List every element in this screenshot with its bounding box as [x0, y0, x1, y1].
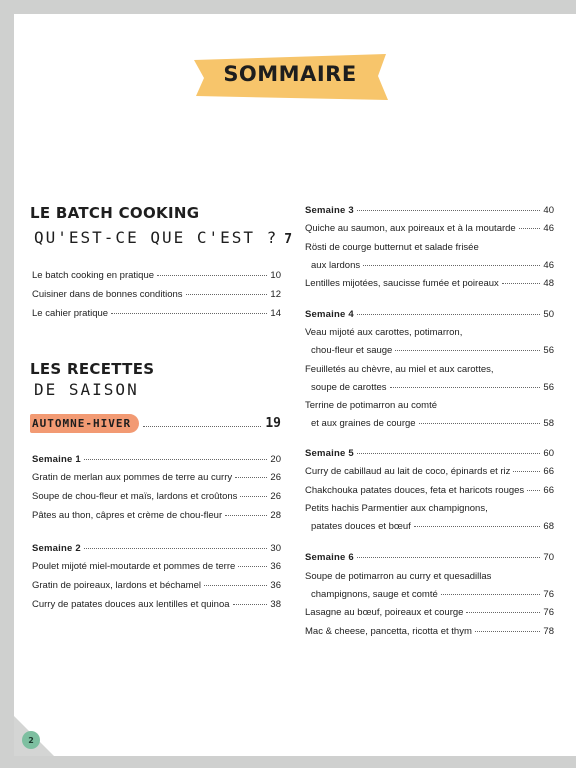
- toc-entry-page: 12: [270, 289, 281, 300]
- toc-entry-title: Curry de patates douces aux lentilles et quinoa: [32, 599, 230, 610]
- toc-entry-page: 58: [543, 418, 554, 429]
- leader-dots: [84, 459, 268, 460]
- toc-entry-title: Curry de cabillaud au lait de coco, épinards et riz: [305, 466, 511, 477]
- toc-entry-title-line1: Petits hachis Parmentier aux champignons,: [305, 503, 488, 514]
- toc-entry-title: Cuisiner dans de bonnes conditions: [32, 289, 183, 300]
- leader-dots: [357, 210, 541, 211]
- leader-dots: [357, 314, 541, 315]
- toc-entry-page: 66: [543, 466, 554, 477]
- week-label: Semaine 4: [305, 309, 354, 320]
- week-label: Semaine 3: [305, 205, 354, 216]
- toc-entry[interactable]: [305, 521, 554, 535]
- week-label: Semaine 6: [305, 552, 354, 563]
- week-page: 30: [270, 543, 281, 554]
- week-page: 40: [543, 205, 554, 216]
- toc-entry-title: Gratin de merlan aux pommes de terre au curry: [32, 472, 233, 483]
- week-3-header[interactable]: [305, 205, 554, 219]
- toc-entry-page: 36: [270, 561, 281, 572]
- toc-entry[interactable]: [305, 626, 554, 640]
- toc-entry-page: 46: [543, 260, 554, 271]
- toc-entry-title-line2: chou-fleur et sauge: [311, 345, 393, 356]
- week-1-header[interactable]: [32, 454, 281, 468]
- season-label: AUTOMNE-HIVER: [30, 414, 139, 433]
- season-row[interactable]: [30, 412, 281, 434]
- recipes-title-line1: LES RECETTES: [30, 360, 155, 378]
- toc-entry-title-line2: patates douces et bœuf: [311, 521, 411, 532]
- leader-dots: [240, 496, 267, 497]
- week-6-header[interactable]: [305, 552, 554, 566]
- page-title: SOMMAIRE: [223, 62, 357, 86]
- leader-dots: [157, 275, 267, 276]
- toc-entry-page: 56: [543, 345, 554, 356]
- toc-entry[interactable]: [32, 580, 281, 594]
- week-page: 20: [270, 454, 281, 465]
- toc-entry-page: 38: [270, 599, 281, 610]
- leader-dots: [357, 557, 541, 558]
- toc-entry-title-line1: Veau mijoté aux carottes, potimarron,: [305, 327, 463, 338]
- toc-entry-title-line1: Soupe de potimarron au curry et quesadillas: [305, 571, 492, 582]
- toc-entry[interactable]: [32, 491, 281, 505]
- leader-dots: [143, 426, 261, 427]
- toc-entry-title-line2: champignons, sauge et comté: [311, 589, 438, 600]
- leader-dots: [466, 612, 540, 613]
- toc-entry-title: Pâtes au thon, câpres et crème de chou-fleur: [32, 510, 223, 521]
- toc-entry[interactable]: [305, 260, 554, 274]
- toc-entry-title: Quiche au saumon, aux poireaux et à la moutarde: [305, 223, 516, 234]
- toc-entry-page: 14: [270, 308, 281, 319]
- toc-entry-page: 68: [543, 521, 554, 532]
- leader-dots: [363, 265, 540, 266]
- leader-dots: [111, 313, 267, 314]
- toc-entry-title: Chakchouka patates douces, feta et haricots rouges: [305, 485, 525, 496]
- leader-dots: [357, 453, 541, 454]
- toc-entry-title: Poulet mijoté miel-moutarde et pommes de terre: [32, 561, 236, 572]
- toc-entry[interactable]: [305, 345, 554, 359]
- week-label: Semaine 2: [32, 543, 81, 554]
- week-5-header[interactable]: [305, 448, 554, 462]
- batch-page: 7: [284, 232, 293, 247]
- leader-dots: [390, 387, 541, 388]
- toc-entry[interactable]: [32, 308, 281, 322]
- toc-entry[interactable]: [305, 278, 554, 292]
- toc-entry[interactable]: [32, 599, 281, 613]
- page-number-badge: 2: [22, 731, 40, 749]
- toc-entry[interactable]: [305, 485, 554, 499]
- toc-entry-page: 36: [270, 580, 281, 591]
- batch-title-line2-row[interactable]: [34, 228, 293, 247]
- recipes-title-line2: DE SAISON: [34, 380, 139, 399]
- toc-entry-page: 10: [270, 270, 281, 281]
- week-page: 50: [543, 309, 554, 320]
- batch-title-line2: QU'EST-CE QUE C'EST ?: [34, 228, 279, 247]
- leader-dots: [519, 228, 541, 229]
- leader-dots: [502, 283, 541, 284]
- leader-dots: [395, 350, 540, 351]
- toc-entry-page: 26: [270, 491, 281, 502]
- toc-entry[interactable]: [305, 418, 554, 432]
- toc-entry-title-line1: Feuilletés au chèvre, au miel et aux carottes,: [305, 364, 494, 375]
- toc-entry-title: Soupe de chou-fleur et maïs, lardons et croûtons: [32, 491, 238, 502]
- toc-entry-page: 56: [543, 382, 554, 393]
- leader-dots: [84, 548, 268, 549]
- toc-entry-title: Lentilles mijotées, saucisse fumée et poireaux: [305, 278, 499, 289]
- week-label: Semaine 5: [305, 448, 354, 459]
- toc-entry[interactable]: [32, 510, 281, 524]
- toc-entry-page: 48: [543, 278, 554, 289]
- batch-title-line1: LE BATCH COOKING: [30, 204, 200, 222]
- toc-entry-title-line1: Rösti de courge butternut et salade frisée: [305, 242, 479, 253]
- toc-entry-page: 46: [543, 223, 554, 234]
- toc-entry-title: Le batch cooking en pratique: [32, 270, 155, 281]
- season-page: 19: [265, 415, 281, 431]
- toc-entry[interactable]: [32, 289, 281, 303]
- week-page: 70: [543, 552, 554, 563]
- leader-dots: [527, 490, 540, 491]
- toc-entry[interactable]: [32, 270, 281, 284]
- toc-entry[interactable]: [32, 472, 281, 486]
- toc-entry[interactable]: [32, 561, 281, 575]
- week-4-header[interactable]: [305, 309, 554, 323]
- toc-entry-title: Lasagne au bœuf, poireaux et courge: [305, 607, 464, 618]
- toc-entry-page: 28: [270, 510, 281, 521]
- leader-dots: [235, 477, 267, 478]
- toc-entry-title-line2: soupe de carottes: [311, 382, 387, 393]
- toc-entry-title-line2: et aux graines de courge: [311, 418, 416, 429]
- toc-entry-page: 76: [543, 589, 554, 600]
- toc-entry-page: 78: [543, 626, 554, 637]
- leader-dots: [475, 631, 541, 632]
- toc-entry-title-line2: aux lardons: [311, 260, 361, 271]
- leader-dots: [238, 566, 267, 567]
- week-page: 60: [543, 448, 554, 459]
- leader-dots: [186, 294, 268, 295]
- toc-entry-page: 76: [543, 607, 554, 618]
- toc-entry-page: 26: [270, 472, 281, 483]
- toc-entry-title: Mac & cheese, pancetta, ricotta et thym: [305, 626, 472, 637]
- toc-entry-title: Le cahier pratique: [32, 308, 109, 319]
- toc-entry-title: Gratin de poireaux, lardons et béchamel: [32, 580, 201, 591]
- toc-entry[interactable]: [305, 607, 554, 621]
- toc-entry-page: 66: [543, 485, 554, 496]
- toc-entry[interactable]: [305, 382, 554, 396]
- leader-dots: [419, 423, 541, 424]
- leader-dots: [225, 515, 267, 516]
- toc-entry[interactable]: [305, 466, 554, 480]
- leader-dots: [441, 594, 541, 595]
- leader-dots: [233, 604, 268, 605]
- toc-entry-title-line1: Terrine de potimarron au comté: [305, 400, 438, 411]
- week-2-header[interactable]: [32, 543, 281, 557]
- leader-dots: [513, 471, 540, 472]
- leader-dots: [204, 585, 267, 586]
- leader-dots: [414, 526, 541, 527]
- title-banner: [190, 52, 390, 102]
- toc-entry[interactable]: [305, 589, 554, 603]
- toc-entry[interactable]: [305, 223, 554, 237]
- week-label: Semaine 1: [32, 454, 81, 465]
